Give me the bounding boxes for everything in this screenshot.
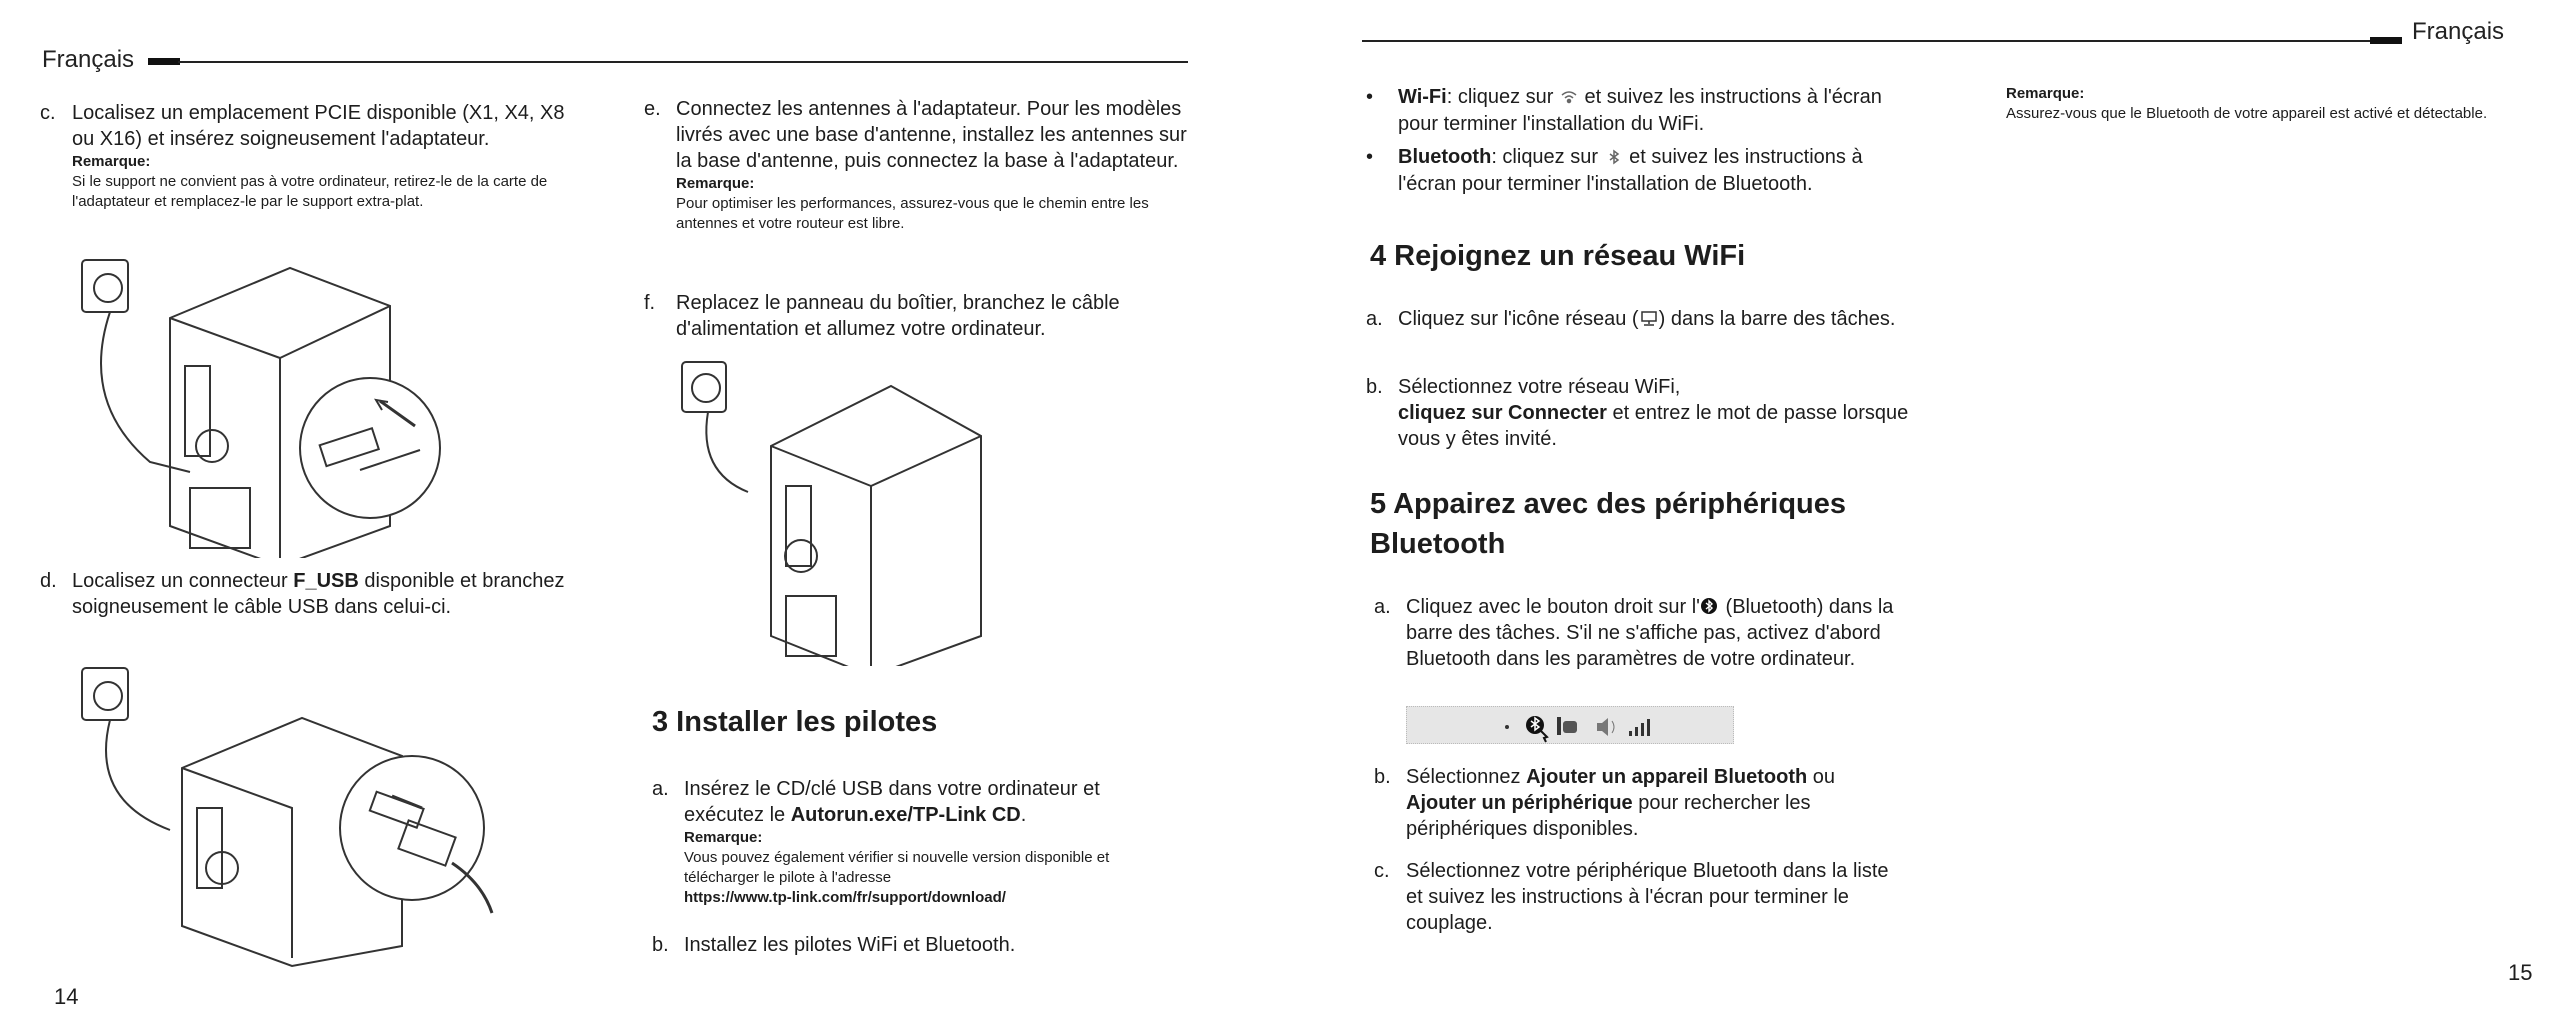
left-header-rule (178, 61, 1188, 63)
section-5-step-a (1374, 594, 1916, 672)
section-4-step-a-label: a. (1366, 308, 1383, 330)
right-note (2006, 84, 2526, 124)
section-4-step-a-post: ) dans la barre des tâches. (1658, 308, 1896, 330)
step-d-text-post: disponible et branchez soigneusement le câble USB dans celui-ci. (72, 570, 565, 618)
section-5-step-a-label: a. (1374, 596, 1391, 618)
section-4-step-b-post: et entrez le mot de passe lorsque vous y êtes invité. (1398, 402, 1909, 450)
step-d (40, 568, 592, 620)
bullet-bluetooth-post: et suivez les instructions à l'écran pour terminer l'installation de Bluetooth. (1398, 146, 1863, 195)
section-5-step-b-post: pour rechercher les périphériques disponibles. (1406, 792, 1811, 840)
section-3-step-b (652, 932, 1184, 958)
section-5-step-b (1374, 764, 1906, 842)
step-d-text-bold: F_USB (293, 570, 359, 592)
section-4-step-b-label: b. (1366, 376, 1383, 398)
section-4-title: 4 Rejoignez un réseau WiFi (1370, 240, 1746, 272)
taskbar-icons (1407, 707, 1733, 743)
section-3-step-a-bold: Autorun.exe/TP-Link CD (790, 804, 1021, 826)
section-4-step-b (1366, 374, 1918, 452)
network-icon (1639, 308, 1659, 324)
section-5-step-b-label: b. (1374, 766, 1391, 788)
section-5-title (1370, 484, 1846, 564)
taskbar-volume-icon (1597, 718, 1614, 736)
section-3-step-a (652, 776, 1184, 908)
step-f (644, 290, 1196, 342)
step-c (40, 100, 592, 212)
bullet-bluetooth-pre: : cliquez sur (1491, 146, 1599, 168)
section-5-step-c-label: c. (1374, 860, 1390, 882)
illustration-usb-connect (72, 658, 512, 968)
right-header-rule (1362, 40, 2372, 42)
bullet-wifi-post: et suivez les instructions à l'écran pour terminer l'installation du WiFi. (1398, 86, 1882, 135)
section-5-title-line1: 5 Appairez avec des périphériques (1370, 488, 1847, 520)
section-3-title: 3 Installer les pilotes (652, 706, 938, 738)
section-4-step-a (1366, 306, 1898, 332)
step-c-note-title: Remarque: (72, 153, 151, 170)
section-5-step-c-text: Sélectionnez votre périphérique Bluetooth dans la liste et suivez les instructions à l'écran pour terminer le couplage. (1406, 860, 1889, 934)
right-page-number: 15 (2508, 960, 2533, 985)
left-header-rule-cap (148, 58, 180, 65)
step-c-label: c. (40, 102, 56, 124)
bullet-wifi: • Wi-Fi: cliquez sur et suivez les instructions à l'écran pour terminer l'installation du WiFi. (1366, 86, 1882, 135)
section-5-step-b-bold1: Ajouter un appareil Bluetooth (1526, 766, 1808, 788)
step-e-text: Connectez les antennes à l'adaptateur. Pour les modèles livrés avec une base d'antenne, installez les antennes sur la base d'antenne, puis connectez la base à l'adaptateur. (676, 98, 1187, 172)
bullet-wifi-bold: Wi-Fi (1398, 86, 1447, 108)
step-d-label: d. (40, 570, 57, 592)
left-page-number: 14 (54, 984, 79, 1009)
section-4-step-b-line1: Sélectionnez votre réseau WiFi, (1398, 376, 1681, 398)
step-c-note-text: Si le support ne convient pas à votre ordinateur, retirez-le de la carte de l'adaptateur et remplacez-le par le support extra-plat. (72, 173, 548, 210)
section-3-step-a-pre: Insérez le CD/clé USB dans votre ordinateur et exécutez le (684, 778, 1100, 826)
section-4-step-a-pre: Cliquez sur l'icône réseau ( (1398, 308, 1639, 330)
illustration-closed-case (676, 356, 996, 666)
section-3-step-b-text: Installez les pilotes WiFi et Bluetooth. (684, 934, 1016, 956)
section-3-step-a-post: . (1020, 804, 1027, 826)
taskbar-signal-icon (1629, 719, 1650, 736)
right-note-text: Assurez-vous que le Bluetooth de votre appareil est activé et détectable. (2006, 105, 2488, 122)
bluetooth-tray-icon (1700, 596, 1720, 612)
section-5-step-a-pre: Cliquez avec le bouton droit sur l' (1406, 596, 1700, 618)
section-4-step-b-bold: cliquez sur Connecter (1398, 402, 1607, 424)
taskbar-device-icon (1557, 717, 1577, 735)
section-3-note-title: Remarque: (684, 829, 763, 846)
section-3-step-b-label: b. (652, 934, 669, 956)
right-page-header: Français (2412, 18, 2505, 45)
right-header-rule-cap (2370, 37, 2402, 44)
taskbar-snippet (1406, 706, 1734, 744)
section-5-step-b-mid: ou (1807, 766, 1836, 788)
bullet-bluetooth: • Bluetooth: cliquez sur et suivez les instructions à l'écran pour terminer l'installation de Bluetooth. (1366, 146, 1863, 195)
bullet-wifi-pre: : cliquez sur (1446, 86, 1554, 108)
taskbar-bluetooth-icon (1526, 716, 1547, 742)
illustration-pcie-install (70, 248, 510, 558)
section-5-step-b-bold2: Ajouter un périphérique (1406, 792, 1633, 814)
left-page-header: Français (42, 46, 135, 73)
step-e-note-title: Remarque: (676, 175, 755, 192)
wifi-driver-icon (1559, 86, 1579, 102)
bullet-bluetooth-bold: Bluetooth (1398, 146, 1492, 168)
section-5-step-c (1374, 858, 1906, 936)
section-3-note-text: Vous pouvez également vérifier si nouvelle version disponible et télécharger le pilote à l'adresse (684, 849, 1110, 886)
section-3-note-url: https://www.tp-link.com/fr/support/download/ (684, 889, 1006, 906)
bluetooth-driver-icon (1604, 146, 1624, 162)
section-5-step-b-pre: Sélectionnez (1406, 766, 1527, 788)
step-e-label: e. (644, 98, 661, 120)
right-note-title: Remarque: (2006, 85, 2085, 102)
step-e (644, 96, 1196, 234)
section-5-step-a-post: (Bluetooth) dans la barre des tâches. S'il ne s'affiche pas, activez d'abord Bluetooth dans les paramètres de votre ordinateur. (1406, 596, 1894, 670)
step-c-text: Localisez un emplacement PCIE disponible (X1, X4, X8 ou X16) et insérez soigneusement l'adaptateur. (72, 102, 565, 150)
section-5-title-line2: Bluetooth (1370, 528, 1506, 560)
section-3-step-a-label: a. (652, 778, 669, 800)
step-f-label: f. (644, 292, 656, 314)
step-d-text-pre: Localisez un connecteur (72, 570, 294, 592)
step-f-text: Replacez le panneau du boîtier, branchez le câble d'alimentation et allumez votre ordinateur. (676, 292, 1120, 340)
step-e-note-text: Pour optimiser les performances, assurez-vous que le chemin entre les antennes et votre routeur est libre. (676, 195, 1149, 232)
